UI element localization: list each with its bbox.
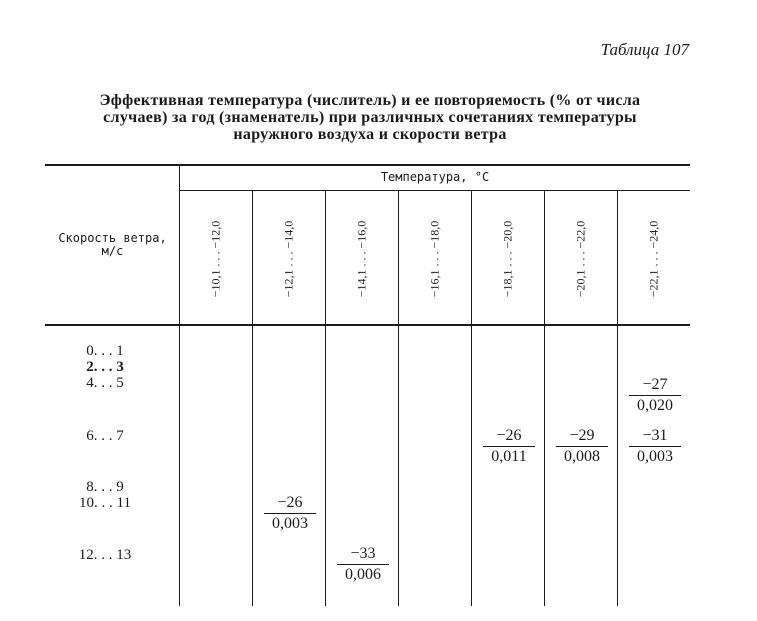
- column-header: [399, 200, 471, 318]
- wind-speed-label: Скорость ветра,: [58, 231, 167, 245]
- table-cell: [254, 494, 326, 533]
- column-header-label: −14,1 . . . −16,0: [354, 220, 369, 298]
- effective-temperature: −29: [569, 427, 595, 444]
- top-rule: [45, 164, 690, 166]
- frequency-percent: 0,011: [491, 448, 527, 465]
- title-line-3: наружного воздуха и скорости ветра: [233, 126, 507, 143]
- frequency-percent: 0,003: [637, 448, 673, 465]
- table-cell: [619, 427, 691, 466]
- row-label: 12. . . 13: [78, 547, 132, 563]
- table-cell: [473, 427, 545, 466]
- column-header-label: −10,1 . . . −12,0: [208, 220, 223, 298]
- fraction-bar: [629, 446, 681, 447]
- table-number: Таблица 107: [600, 40, 689, 59]
- frequency-percent: 0,008: [564, 448, 600, 465]
- fraction-bar: [264, 513, 316, 514]
- effective-temperature: −31: [642, 427, 668, 444]
- header-bottom-rule: [45, 324, 690, 326]
- column-header-label: −16,1 . . . −18,0: [427, 220, 442, 298]
- table-title: [60, 92, 680, 143]
- table-cell: [546, 427, 618, 466]
- column-header: [472, 200, 544, 318]
- row-label: 10. . . 11: [79, 495, 131, 511]
- column-header: [180, 200, 252, 318]
- frequency-percent: 0,006: [345, 566, 381, 583]
- row-label: 8. . . 9: [86, 479, 124, 495]
- row-label: 6. . . 7: [86, 428, 124, 444]
- fraction-bar: [556, 446, 608, 447]
- title-line-2: случаев) за год (знаменатель) при различных сочетаниях температуры: [103, 109, 637, 126]
- frequency-percent: 0,003: [272, 515, 308, 532]
- table-cell: [619, 376, 691, 415]
- effective-temperature: −27: [642, 376, 668, 393]
- column-header-label: −12,1 . . . −14,0: [281, 220, 296, 298]
- column-header: [618, 200, 690, 318]
- column-header-label: −20,1 . . . −22,0: [573, 220, 588, 298]
- fraction-bar: [483, 446, 535, 447]
- column-header: [326, 200, 398, 318]
- column-header: [253, 200, 325, 318]
- fraction-bar: [629, 395, 681, 396]
- temperature-header: Температура, °C: [380, 170, 490, 184]
- column-header: [545, 200, 617, 318]
- table-cell: [327, 545, 399, 584]
- effective-temperature: −26: [496, 427, 522, 444]
- effective-temperature: −26: [277, 494, 303, 511]
- row-label: 0. . . 1: [86, 343, 124, 359]
- title-line-1: Эффективная температура (числитель) и ее повторяемость (% от числа: [99, 92, 641, 109]
- wind-speed-unit: м/с: [101, 244, 124, 258]
- fraction-bar: [337, 564, 389, 565]
- column-header-label: −22,1 . . . −24,0: [646, 220, 661, 298]
- frequency-percent: 0,020: [637, 397, 673, 414]
- effective-temperature: −33: [350, 545, 376, 562]
- temperature-header-rule: [180, 190, 690, 191]
- column-header-label: −18,1 . . . −20,0: [500, 220, 515, 298]
- row-label: 2. . . 3: [86, 359, 124, 375]
- wind-speed-header: [45, 232, 180, 258]
- row-label: 4. . . 5: [86, 375, 124, 391]
